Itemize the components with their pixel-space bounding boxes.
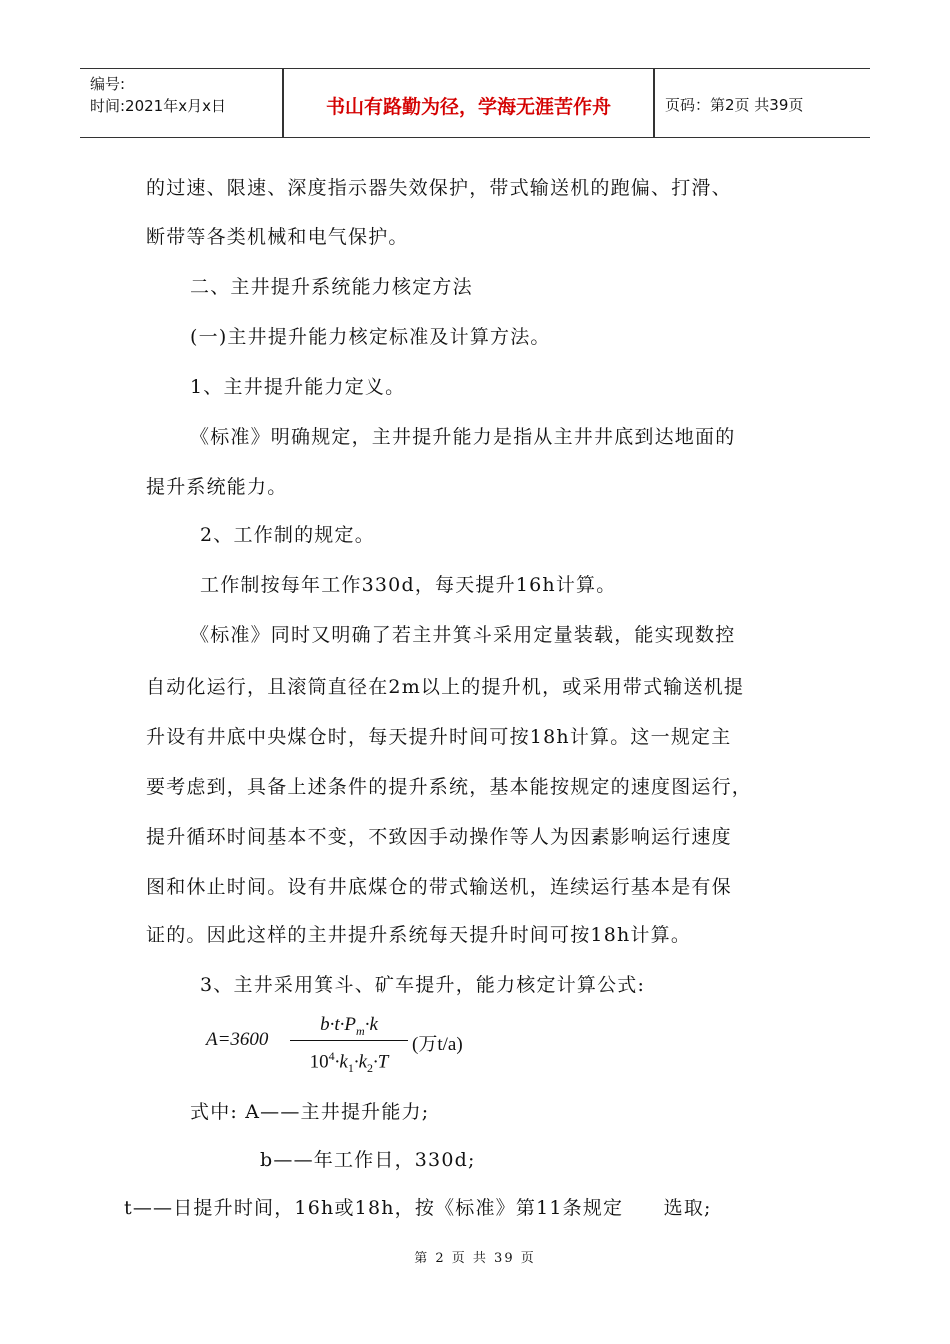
- denominator-k2-subscript: 2: [367, 1061, 374, 1076]
- definition-line: 式中: A——主井提升能力;: [190, 1101, 430, 1123]
- body-line: 自动化运行，且滚筒直径在2m以上的提升机，或采用带式输送机提: [146, 676, 745, 698]
- formula-unit: (万t/a): [412, 1034, 463, 1055]
- page-header: [80, 68, 870, 138]
- body-line: 《标准》明确规定，主井提升能力是指从主井井底到达地面的: [190, 426, 736, 448]
- denominator-base: 10: [309, 1051, 329, 1073]
- body-line: 图和休止时间。设有井底煤仓的带式输送机，连续运行基本是有保: [146, 876, 732, 898]
- denominator-k1-subscript: 1: [347, 1061, 354, 1076]
- body-line: 工作制按每年工作330d，每天提升16h计算。: [200, 574, 617, 596]
- subsection-heading: (一)主井提升能力核定标准及计算方法。: [190, 326, 551, 348]
- numerator-text: b·t·P: [320, 1014, 357, 1035]
- body-line: 断带等各类机械和电气保护。: [146, 226, 409, 248]
- body-line: 证的。因此这样的主井提升系统每天提升时间可按18h计算。: [146, 924, 692, 946]
- denominator-k1: ·k: [334, 1051, 348, 1073]
- denominator-exponent: 4: [328, 1049, 335, 1064]
- definition-line: t——日提升时间，16h或18h，按《标准》第11条规定 选取;: [124, 1197, 712, 1219]
- fraction-bar: [290, 1040, 408, 1041]
- formula-denominator: [290, 1043, 408, 1076]
- formula-numerator: [290, 1012, 408, 1038]
- body-line: 要考虑到，具备上述条件的提升系统，基本能按规定的速度图运行，: [146, 776, 753, 798]
- denominator-tail: ·T: [373, 1051, 389, 1073]
- numerator-subscript: m: [356, 1023, 365, 1038]
- definition-line: b——年工作日，330d;: [260, 1149, 476, 1171]
- header-divider: [653, 69, 655, 137]
- body-line: 提升系统能力。: [146, 476, 288, 498]
- item-heading: 2、工作制的规定。: [200, 524, 375, 546]
- body-line: 《标准》同时又明确了若主井箕斗采用定量装载，能实现数控: [190, 624, 736, 646]
- page-footer: 第 2 页 共 39 页: [414, 1251, 536, 1266]
- section-heading: 二、主井提升系统能力核定方法: [190, 276, 473, 298]
- body-line: 提升循环时间基本不变，不致因手动操作等人为因素影响运行速度: [146, 826, 732, 848]
- header-motto: 书山有路勤为径，学海无涯苦作舟: [325, 96, 611, 118]
- formula-fraction: [290, 1012, 408, 1076]
- denominator-k2: ·k: [353, 1051, 368, 1073]
- body-line: 升设有井底中央煤仓时，每天提升时间可按18h计算。这一规定主: [146, 726, 732, 748]
- formula-lhs: A=3600: [206, 1029, 269, 1050]
- serial-label: 编号:: [90, 75, 126, 93]
- item-heading: 1、主井提升能力定义。: [190, 376, 406, 398]
- date-label: 时间:2021年x月x日: [90, 97, 226, 115]
- header-meta: [90, 73, 226, 117]
- header-page-info: 页码：第2页 共39页: [665, 96, 804, 114]
- body-line: 的过速、限速、深度指示器失效保护，带式输送机的跑偏、打滑、: [146, 177, 732, 199]
- item-heading: 3、主井采用箕斗、矿车提升，能力核定计算公式:: [200, 974, 646, 996]
- numerator-tail: ·k: [364, 1014, 378, 1035]
